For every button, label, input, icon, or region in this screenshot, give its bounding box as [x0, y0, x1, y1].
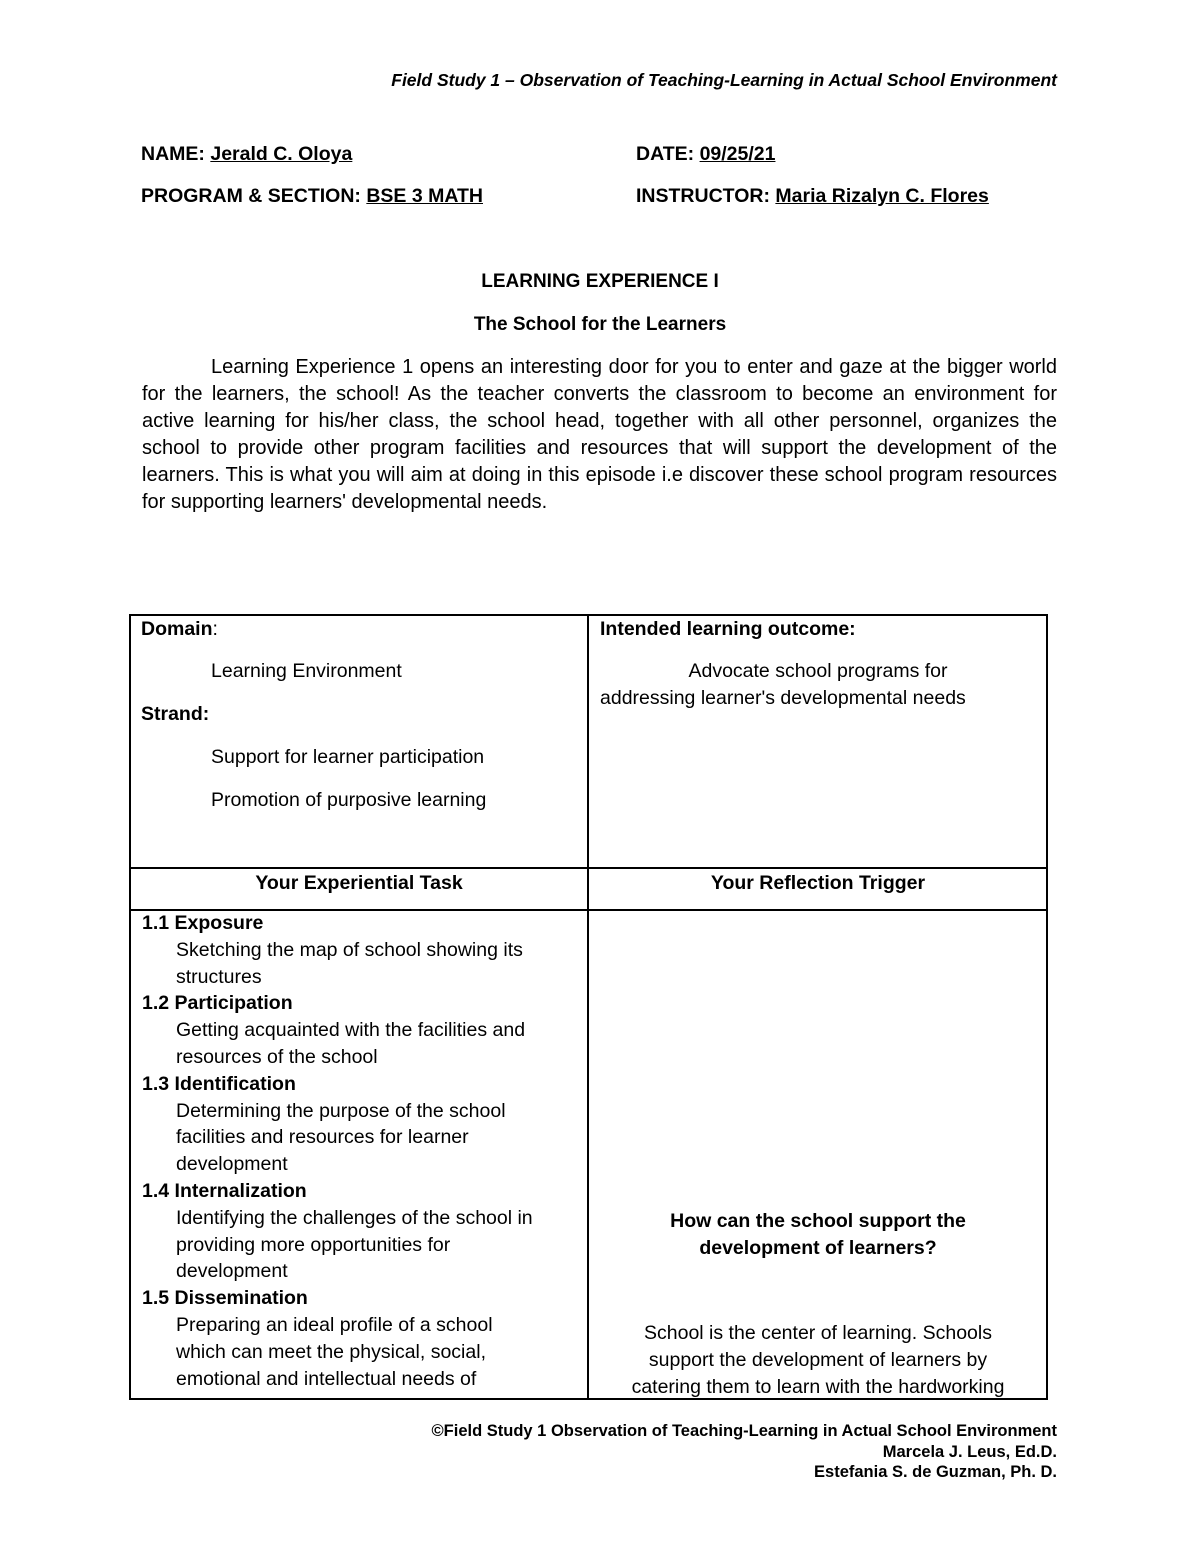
- task-item: [142, 1071, 582, 1178]
- footer-author-1: Marcela J. Leus, Ed.D.: [882, 1443, 1057, 1461]
- task-list: [142, 910, 582, 1392]
- instructor-field: [636, 185, 989, 208]
- name-label: NAME:: [141, 143, 205, 165]
- reflection-answer-line: support the development of learners by: [648, 1349, 988, 1371]
- task-item: [142, 990, 582, 1070]
- outcome-label: Intended learning outcome:: [600, 618, 856, 640]
- instructor-value: Maria Rizalyn C. Flores: [775, 185, 989, 207]
- intro-paragraph: Learning Experience 1 opens an interesting door for you to enter and gaze at the bigger world for the learners, the school! As the teacher converts the classroom to become an environment for active learning for his/her class, the school head, together with all other personnel, organizes the school to provide other program facilities and resources that will support the development of the learners. This is what you will aim at doing in this episode i.e discover these school program resources for supporting learners' developmental needs.: [142, 356, 1057, 513]
- date-label: DATE:: [636, 143, 695, 165]
- reflection-answer-line: School is the center of learning. Schools: [644, 1322, 992, 1344]
- domain-heading: [141, 616, 218, 643]
- date-field: [636, 143, 775, 166]
- reflection-question-line: development of learners?: [699, 1237, 937, 1259]
- task-description: Preparing an ideal profile of a school which can meet the physical, social, emotional and intellectual needs of: [176, 1313, 493, 1390]
- outcome-line: Advocate school programs for: [688, 660, 948, 682]
- reflection-answer-line: catering them to learn with the hardworking: [631, 1376, 1005, 1398]
- task-column-header: Your Experiential Task: [255, 872, 463, 894]
- reflection-question-line: How can the school support the: [670, 1210, 966, 1232]
- task-title: 1.1 Exposure: [142, 912, 264, 934]
- running-header: Field Study 1 – Observation of Teaching-Learning in Actual School Environment: [391, 70, 1057, 90]
- program-field: [141, 185, 483, 208]
- task-description: Sketching the map of school showing its structures: [176, 938, 523, 988]
- document-title: LEARNING EXPERIENCE I: [481, 271, 719, 292]
- strand-item: Support for learner participation: [211, 746, 485, 768]
- task-title: 1.5 Dissemination: [142, 1287, 308, 1310]
- outcome-line: addressing learner's developmental needs: [600, 687, 966, 709]
- task-description: Determining the purpose of the school facilities and resources for learner development: [176, 1099, 506, 1176]
- strand-label: Strand:: [141, 703, 210, 725]
- name-value: Jerald C. Oloya: [210, 143, 353, 165]
- task-title: 1.3 Identification: [142, 1072, 296, 1095]
- strand-item: Promotion of purposive learning: [211, 789, 487, 811]
- program-label: PROGRAM & SECTION:: [141, 185, 361, 207]
- task-item: [142, 1285, 582, 1392]
- domain-label: Domain: [141, 618, 213, 640]
- name-field: [141, 143, 352, 166]
- table-column-divider: [587, 614, 589, 1400]
- task-item: [142, 1178, 582, 1285]
- domain-value: Learning Environment: [211, 660, 402, 682]
- task-title: 1.4 Internalization: [142, 1179, 307, 1202]
- reflection-column-header: Your Reflection Trigger: [710, 872, 926, 894]
- document-subtitle: The School for the Learners: [473, 314, 727, 335]
- footer-author-2: Estefania S. de Guzman, Ph. D.: [814, 1463, 1057, 1481]
- task-description: Getting acquainted with the facilities and resources of the school: [176, 1019, 526, 1068]
- program-value: BSE 3 MATH: [366, 185, 483, 207]
- task-item: [142, 910, 582, 990]
- date-value: 09/25/21: [699, 143, 776, 165]
- task-title: 1.2 Participation: [142, 992, 293, 1015]
- task-description: Identifying the challenges of the school in providing more opportunities for development: [176, 1206, 533, 1283]
- table-border-left: [129, 614, 131, 1400]
- domain-colon: :: [212, 618, 218, 640]
- table-border-right: [1046, 614, 1048, 1400]
- footer-copyright: ©Field Study 1 Observation of Teaching-Learning in Actual School Environment: [431, 1422, 1057, 1440]
- instructor-label: INSTRUCTOR:: [636, 185, 770, 207]
